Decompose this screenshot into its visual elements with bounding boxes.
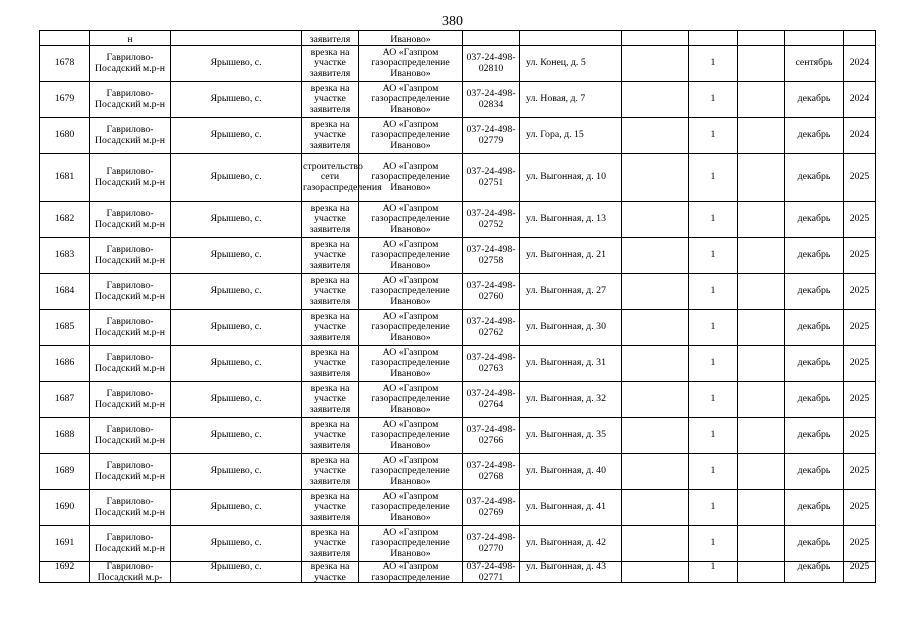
cell-extra-2 <box>738 274 785 310</box>
cell-extra-1 <box>622 46 689 82</box>
cell-district: Гаврилово-Посадский м.р-н <box>90 490 171 526</box>
cell-month: декабрь <box>785 274 844 310</box>
cell-settlement: Ярышево, с. <box>171 82 302 118</box>
cell-address <box>520 31 622 46</box>
cell-qty: 1 <box>689 274 738 310</box>
cell-extra-2 <box>738 310 785 346</box>
cell-code: 037-24-498-02779 <box>463 118 520 154</box>
cell-district: Гаврилово-Посадский м.р-н <box>90 46 171 82</box>
page-number: 380 <box>442 14 463 29</box>
cell-settlement: Ярышево, с. <box>171 346 302 382</box>
cell-settlement: Ярышево, с. <box>171 454 302 490</box>
cell-year: 2024 <box>844 46 876 82</box>
cell-work: врезка на участке заявителя <box>302 274 359 310</box>
cell-settlement: Ярышево, с. <box>171 562 302 583</box>
cell-extra-1 <box>622 274 689 310</box>
cell-num: 1682 <box>40 202 90 238</box>
cell-org: АО «Газпром газораспределение Иваново» <box>359 238 463 274</box>
cell-district: н <box>90 31 171 46</box>
cell-district: Гаврилово-Посадский м.р-н <box>90 238 171 274</box>
cell-settlement: Ярышево, с. <box>171 118 302 154</box>
cell-extra-2 <box>738 31 785 46</box>
cell-work: врезка на участке заявителя <box>302 490 359 526</box>
table-row <box>40 418 876 454</box>
cell-work: врезка на участке заявителя <box>302 202 359 238</box>
cell-year: 2025 <box>844 382 876 418</box>
cell-qty: 1 <box>689 346 738 382</box>
cell-qty: 1 <box>689 562 738 583</box>
cell-num: 1678 <box>40 46 90 82</box>
cell-num: 1692 <box>40 562 90 583</box>
cell-district: Гаврилово-Посадский м.р-н <box>90 118 171 154</box>
cell-work: врезка на участке заявителя <box>302 238 359 274</box>
cell-code: 037-24-498-02768 <box>463 454 520 490</box>
cell-num: 1686 <box>40 346 90 382</box>
cell-extra-2 <box>738 346 785 382</box>
cell-qty: 1 <box>689 238 738 274</box>
cell-work: врезка на участке заявителя <box>302 46 359 82</box>
table-row-partial <box>40 31 876 46</box>
cell-org: АО «Газпром газораспределение Иваново» <box>359 46 463 82</box>
table-row <box>40 346 876 382</box>
cell-address: ул. Выгонная, д. 42 <box>520 526 622 562</box>
cell-month: декабрь <box>785 310 844 346</box>
table-row <box>40 118 876 154</box>
cell-num: 1685 <box>40 310 90 346</box>
cell-work: врезка на участке заявителя <box>302 310 359 346</box>
cell-address: ул. Выгонная, д. 27 <box>520 274 622 310</box>
cell-work: врезка на участке заявителя <box>302 418 359 454</box>
cell-month: декабрь <box>785 118 844 154</box>
cell-month: декабрь <box>785 454 844 490</box>
table-row <box>40 490 876 526</box>
cell-org: АО «Газпром газораспределение Иваново» <box>359 310 463 346</box>
cell-address: ул. Выгонная, д. 31 <box>520 346 622 382</box>
cell-code: 037-24-498-02766 <box>463 418 520 454</box>
cell-extra-2 <box>738 562 785 583</box>
cell-year: 2025 <box>844 238 876 274</box>
cell-year: 2025 <box>844 310 876 346</box>
cell-address: ул. Выгонная, д. 30 <box>520 310 622 346</box>
cell-org: АО «Газпром газораспределение Иваново» <box>359 382 463 418</box>
cell-year: 2025 <box>844 490 876 526</box>
cell-address: ул. Выгонная, д. 40 <box>520 454 622 490</box>
cell-month: сентябрь <box>785 46 844 82</box>
cell-settlement: Ярышево, с. <box>171 310 302 346</box>
cell-qty <box>689 31 738 46</box>
cell-address: ул. Выгонная, д. 32 <box>520 382 622 418</box>
cell-code: 037-24-498-02770 <box>463 526 520 562</box>
cell-address: ул. Выгонная, д. 10 <box>520 154 622 202</box>
cell-settlement: Ярышево, с. <box>171 526 302 562</box>
cell-address: ул. Гора, д. 15 <box>520 118 622 154</box>
cell-code: 037-24-498-02810 <box>463 46 520 82</box>
cell-month: декабрь <box>785 562 844 583</box>
cell-extra-2 <box>738 454 785 490</box>
cell-extra-2 <box>738 118 785 154</box>
cell-qty: 1 <box>689 526 738 562</box>
cell-org: АО «Газпром газораспределение <box>359 562 463 583</box>
cell-extra-1 <box>622 154 689 202</box>
cell-extra-2 <box>738 382 785 418</box>
cell-month: декабрь <box>785 418 844 454</box>
cell-month: декабрь <box>785 154 844 202</box>
cell-code: 037-24-498-02751 <box>463 154 520 202</box>
cell-org: АО «Газпром газораспределение Иваново» <box>359 418 463 454</box>
cell-extra-1 <box>622 562 689 583</box>
cell-address: ул. Новая, д. 7 <box>520 82 622 118</box>
cell-code: 037-24-498-02834 <box>463 82 520 118</box>
table-row <box>40 526 876 562</box>
cell-year: 2025 <box>844 418 876 454</box>
cell-extra-2 <box>738 154 785 202</box>
cell-num: 1684 <box>40 274 90 310</box>
cell-month: декабрь <box>785 238 844 274</box>
cell-code <box>463 31 520 46</box>
cell-month: декабрь <box>785 82 844 118</box>
cell-district: Гаврилово-Посадский м.р-н <box>90 526 171 562</box>
cell-settlement: Ярышево, с. <box>171 154 302 202</box>
cell-extra-2 <box>738 526 785 562</box>
cell-month <box>785 31 844 46</box>
cell-district: Гаврилово-Посадский м.р-н <box>90 346 171 382</box>
cell-code: 037-24-498-02763 <box>463 346 520 382</box>
cell-extra-1 <box>622 238 689 274</box>
cell-month: декабрь <box>785 490 844 526</box>
cell-settlement: Ярышево, с. <box>171 274 302 310</box>
cell-district: Гаврилово-Посадский м.р-н <box>90 310 171 346</box>
cell-work: врезка на участке заявителя <box>302 526 359 562</box>
cell-num: 1691 <box>40 526 90 562</box>
cell-district: Гаврилово-Посадский м.р-н <box>90 154 171 202</box>
cell-extra-1 <box>622 346 689 382</box>
cell-code: 037-24-498-02758 <box>463 238 520 274</box>
cell-address: ул. Выгонная, д. 35 <box>520 418 622 454</box>
table-row <box>40 310 876 346</box>
cell-code: 037-24-498-02762 <box>463 310 520 346</box>
table-row <box>40 202 876 238</box>
cell-qty: 1 <box>689 490 738 526</box>
table-row <box>40 82 876 118</box>
cell-org: АО «Газпром газораспределение Иваново» <box>359 454 463 490</box>
cell-extra-1 <box>622 382 689 418</box>
data-table <box>39 30 876 583</box>
cell-extra-1 <box>622 454 689 490</box>
cell-qty: 1 <box>689 310 738 346</box>
table-row <box>40 382 876 418</box>
cell-month: декабрь <box>785 346 844 382</box>
cell-district: Гаврилово-Посадский м.р-н <box>90 418 171 454</box>
cell-qty: 1 <box>689 202 738 238</box>
cell-settlement <box>171 31 302 46</box>
cell-num: 1688 <box>40 418 90 454</box>
cell-qty: 1 <box>689 118 738 154</box>
cell-district: Гаврилово-Посадский м.р-н <box>90 382 171 418</box>
cell-extra-1 <box>622 310 689 346</box>
table-row <box>40 562 876 583</box>
cell-district: Гаврилово-Посадский м.р-н <box>90 274 171 310</box>
cell-qty: 1 <box>689 154 738 202</box>
cell-year: 2025 <box>844 562 876 583</box>
cell-extra-2 <box>738 418 785 454</box>
cell-district: Гаврилово-Посадский м.р-н <box>90 454 171 490</box>
cell-extra-1 <box>622 82 689 118</box>
cell-num: 1690 <box>40 490 90 526</box>
cell-settlement: Ярышево, с. <box>171 202 302 238</box>
cell-qty: 1 <box>689 46 738 82</box>
cell-work: врезка на участке заявителя <box>302 382 359 418</box>
cell-work: врезка на участке заявителя <box>302 346 359 382</box>
cell-num: 1689 <box>40 454 90 490</box>
cell-settlement: Ярышево, с. <box>171 46 302 82</box>
cell-address: ул. Выгонная, д. 13 <box>520 202 622 238</box>
table-row <box>40 46 876 82</box>
cell-district: Гаврилово-Посадский м.р- <box>90 562 171 583</box>
cell-org: АО «Газпром газораспределение Иваново» <box>359 154 463 202</box>
cell-work: строительство сети газораспределения <box>302 154 359 202</box>
cell-month: декабрь <box>785 382 844 418</box>
cell-address: ул. Выгонная, д. 43 <box>520 562 622 583</box>
cell-num: 1687 <box>40 382 90 418</box>
cell-org: АО «Газпром газораспределение Иваново» <box>359 202 463 238</box>
table-row <box>40 274 876 310</box>
cell-org: АО «Газпром газораспределение Иваново» <box>359 490 463 526</box>
cell-code: 037-24-498-02752 <box>463 202 520 238</box>
cell-org: АО «Газпром газораспределение Иваново» <box>359 274 463 310</box>
cell-district: Гаврилово-Посадский м.р-н <box>90 82 171 118</box>
table-row <box>40 238 876 274</box>
cell-year: 2025 <box>844 526 876 562</box>
cell-year: 2025 <box>844 154 876 202</box>
cell-month: декабрь <box>785 202 844 238</box>
cell-org: АО «Газпром газораспределение Иваново» <box>359 526 463 562</box>
cell-extra-1 <box>622 526 689 562</box>
cell-org: АО «Газпром газораспределение Иваново» <box>359 82 463 118</box>
table-row <box>40 454 876 490</box>
cell-year: 2024 <box>844 118 876 154</box>
cell-work: врезка на участке заявителя <box>302 118 359 154</box>
cell-extra-2 <box>738 238 785 274</box>
cell-year: 2024 <box>844 82 876 118</box>
table-row <box>40 154 876 202</box>
cell-num: 1679 <box>40 82 90 118</box>
cell-settlement: Ярышево, с. <box>171 490 302 526</box>
cell-extra-2 <box>738 46 785 82</box>
cell-work: врезка на участке заявителя <box>302 82 359 118</box>
cell-num: 1681 <box>40 154 90 202</box>
cell-extra-2 <box>738 202 785 238</box>
cell-settlement: Ярышево, с. <box>171 382 302 418</box>
cell-work: врезка на участке заявителя <box>302 454 359 490</box>
cell-year: 2025 <box>844 274 876 310</box>
cell-qty: 1 <box>689 454 738 490</box>
cell-year <box>844 31 876 46</box>
cell-num <box>40 31 90 46</box>
cell-num: 1683 <box>40 238 90 274</box>
cell-code: 037-24-498-02760 <box>463 274 520 310</box>
cell-code: 037-24-498-02771 <box>463 562 520 583</box>
cell-code: 037-24-498-02769 <box>463 490 520 526</box>
cell-settlement: Ярышево, с. <box>171 418 302 454</box>
cell-address: ул. Выгонная, д. 41 <box>520 490 622 526</box>
cell-district: Гаврилово-Посадский м.р-н <box>90 202 171 238</box>
cell-org: АО «Газпром газораспределение Иваново» <box>359 346 463 382</box>
cell-qty: 1 <box>689 418 738 454</box>
cell-org: АО «Газпром газораспределение Иваново» <box>359 118 463 154</box>
cell-extra-1 <box>622 418 689 454</box>
cell-year: 2025 <box>844 202 876 238</box>
cell-year: 2025 <box>844 454 876 490</box>
cell-year: 2025 <box>844 346 876 382</box>
cell-qty: 1 <box>689 382 738 418</box>
cell-qty: 1 <box>689 82 738 118</box>
cell-extra-1 <box>622 31 689 46</box>
cell-extra-1 <box>622 202 689 238</box>
cell-extra-2 <box>738 490 785 526</box>
cell-address: ул. Выгонная, д. 21 <box>520 238 622 274</box>
cell-work: врезка на участке <box>302 562 359 583</box>
cell-address: ул. Конец, д. 5 <box>520 46 622 82</box>
cell-settlement: Ярышево, с. <box>171 238 302 274</box>
cell-month: декабрь <box>785 526 844 562</box>
cell-code: 037-24-498-02764 <box>463 382 520 418</box>
cell-extra-2 <box>738 82 785 118</box>
cell-num: 1680 <box>40 118 90 154</box>
cell-extra-1 <box>622 490 689 526</box>
cell-extra-1 <box>622 118 689 154</box>
cell-work: заявителя <box>302 31 359 46</box>
cell-org: Иваново» <box>359 31 463 46</box>
